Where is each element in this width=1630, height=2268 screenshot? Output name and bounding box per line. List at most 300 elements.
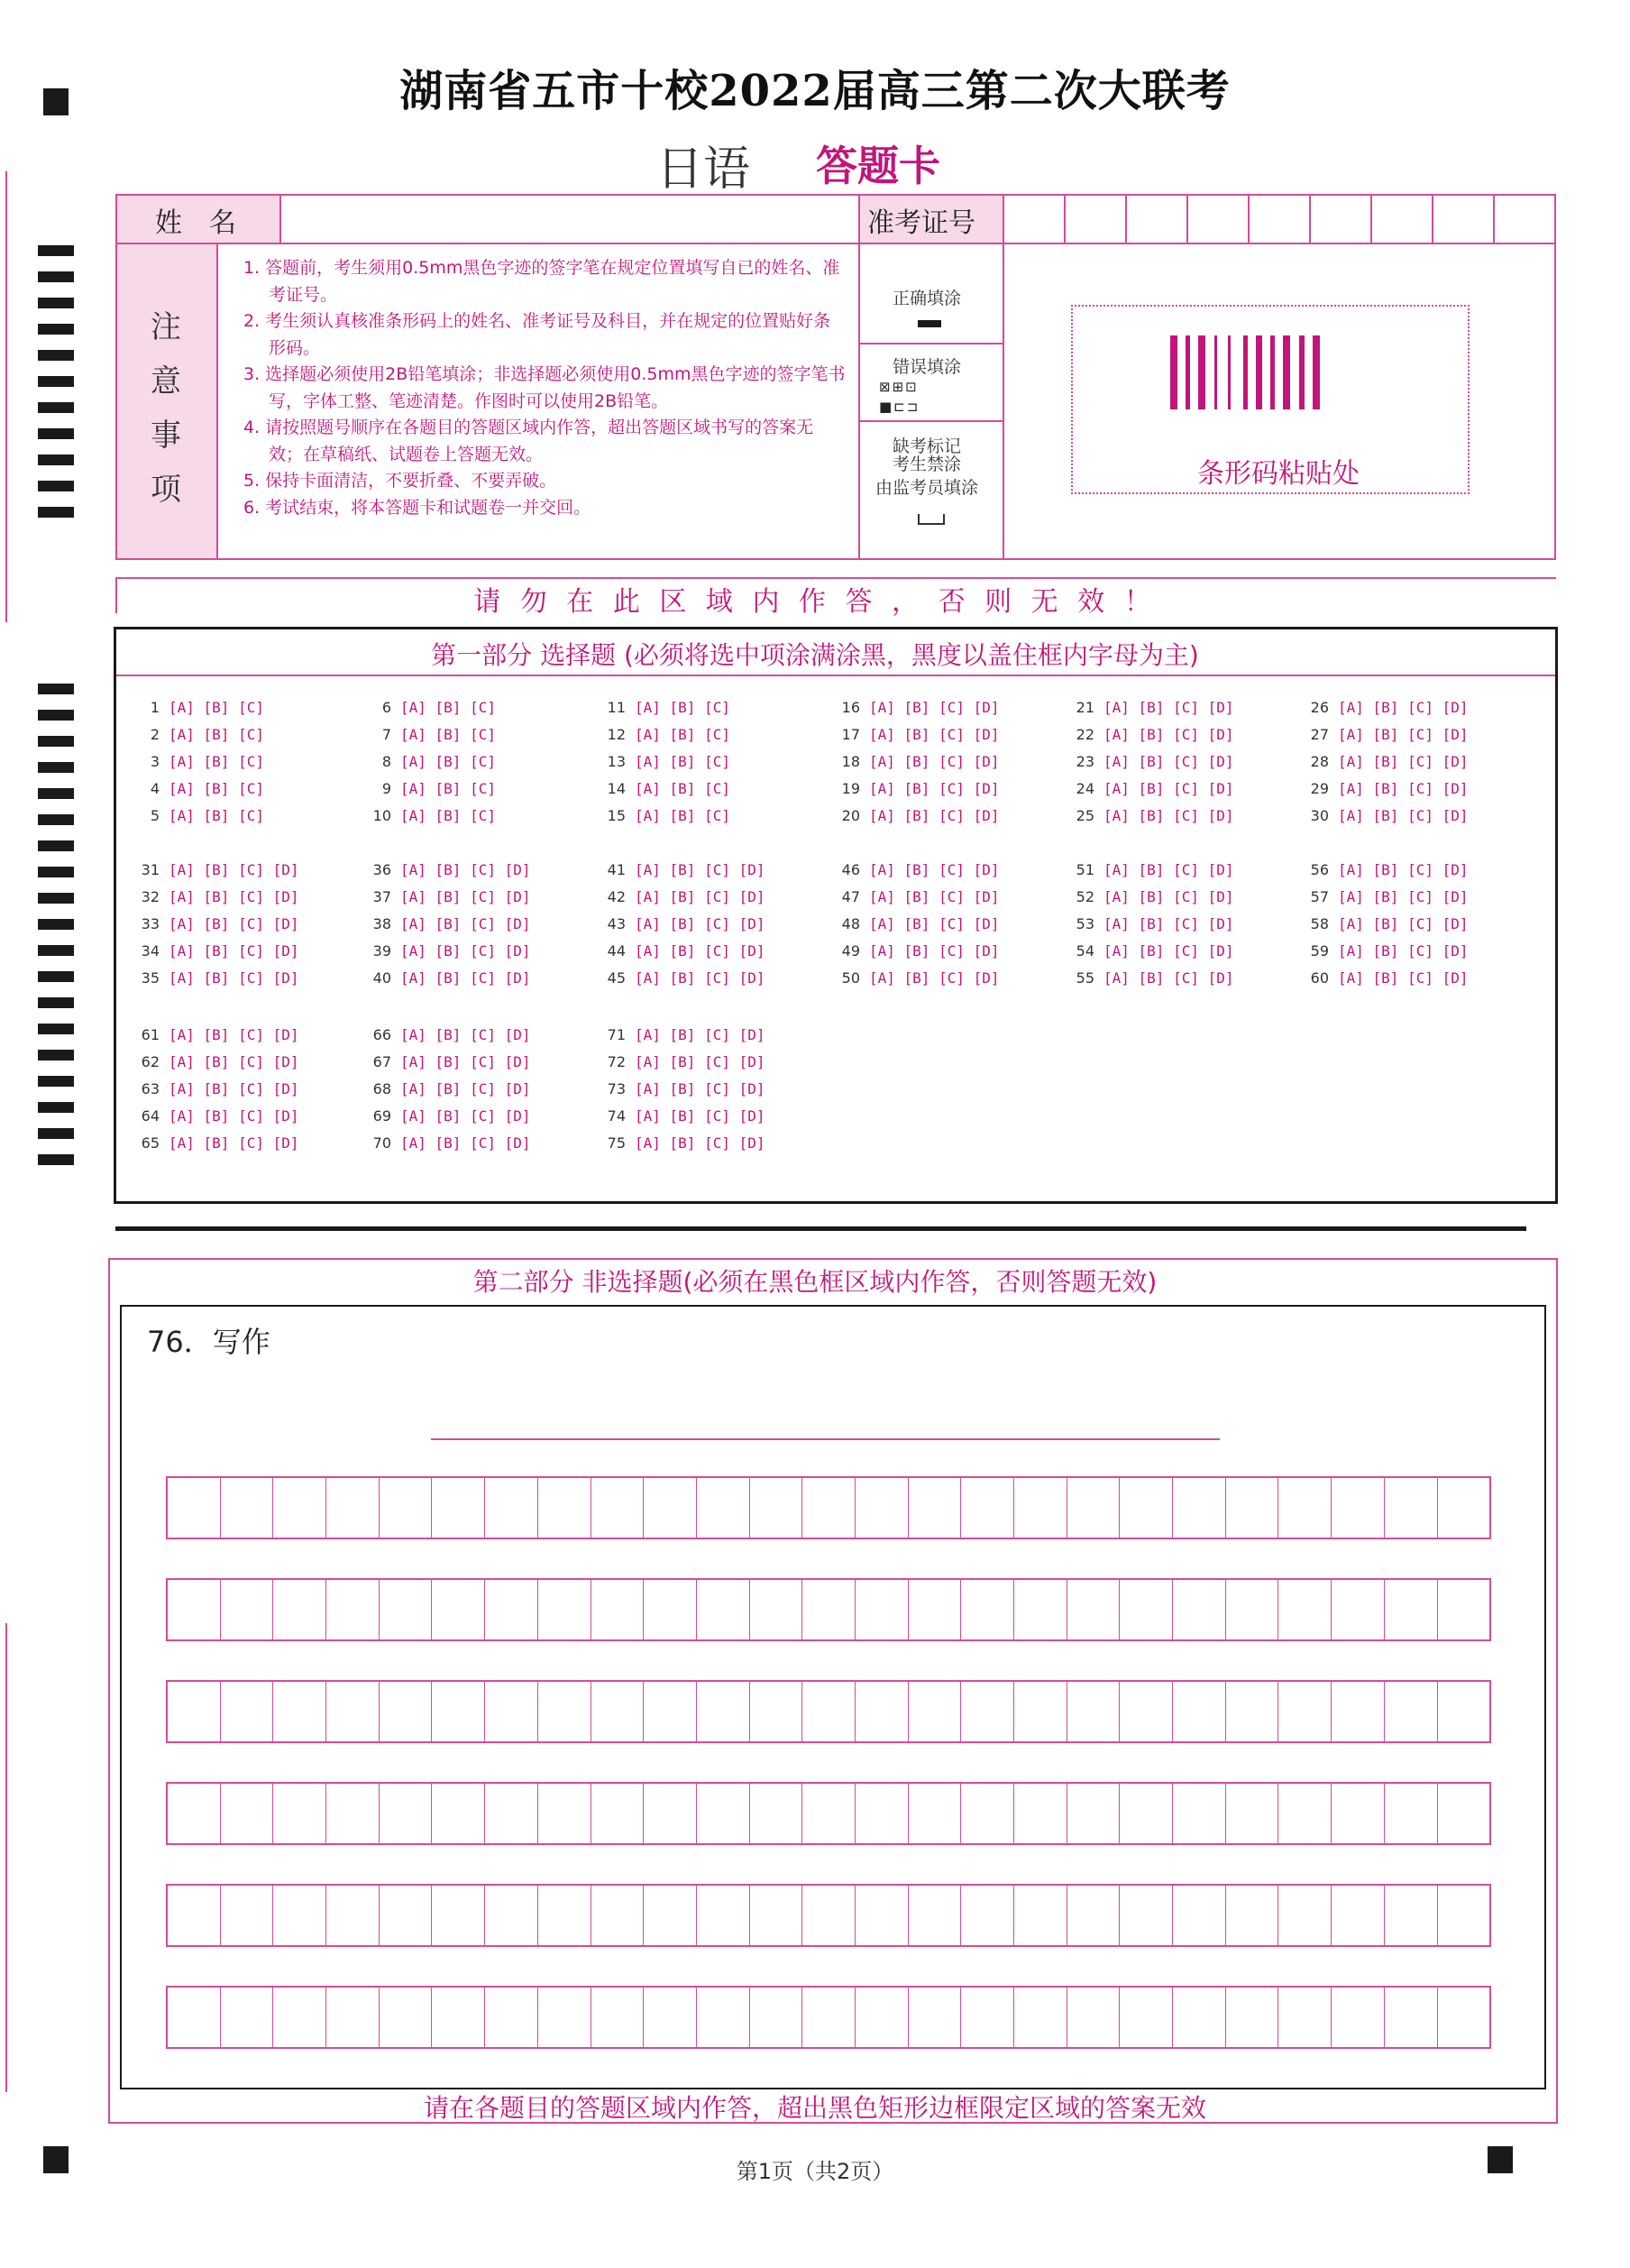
grid-cell[interactable] bbox=[697, 1886, 750, 1945]
grid-cell[interactable] bbox=[697, 1478, 750, 1538]
option-bubble-d[interactable]: [D] bbox=[1207, 807, 1234, 824]
option-bubble-a[interactable]: [A] bbox=[635, 861, 670, 878]
option-bubble-a[interactable]: [A] bbox=[169, 699, 204, 716]
option-bubble-b[interactable]: [B] bbox=[1372, 942, 1408, 960]
option-bubble-a[interactable]: [A] bbox=[869, 780, 904, 797]
option-bubble-b[interactable]: [B] bbox=[203, 1080, 239, 1097]
option-bubble-a[interactable]: [A] bbox=[635, 1026, 670, 1043]
option-bubble-d[interactable]: [D] bbox=[272, 861, 299, 878]
option-bubble-c[interactable]: [C] bbox=[939, 861, 974, 878]
option-bubble-a[interactable]: [A] bbox=[1103, 699, 1139, 716]
grid-cell[interactable] bbox=[168, 1784, 221, 1843]
choice-question[interactable] bbox=[1298, 969, 1469, 987]
option-bubble-b[interactable]: [B] bbox=[669, 780, 705, 797]
grid-cell[interactable] bbox=[1278, 1886, 1332, 1945]
grid-cell[interactable] bbox=[1014, 1988, 1067, 2047]
option-bubble-c[interactable]: [C] bbox=[470, 753, 496, 770]
option-bubble-b[interactable]: [B] bbox=[669, 969, 705, 987]
grid-cell[interactable] bbox=[538, 1784, 591, 1843]
option-bubble-c[interactable]: [C] bbox=[470, 942, 505, 960]
grid-cell[interactable] bbox=[221, 1682, 274, 1741]
choice-question[interactable] bbox=[595, 1080, 765, 1097]
option-bubble-c[interactable]: [C] bbox=[1407, 942, 1442, 960]
option-bubble-b[interactable]: [B] bbox=[435, 726, 471, 743]
choice-question[interactable] bbox=[595, 807, 730, 824]
choice-question[interactable] bbox=[129, 888, 299, 905]
option-bubble-c[interactable]: [C] bbox=[704, 753, 730, 770]
option-bubble-c[interactable]: [C] bbox=[704, 969, 739, 987]
option-bubble-d[interactable]: [D] bbox=[504, 942, 531, 960]
option-bubble-c[interactable]: [C] bbox=[470, 1026, 505, 1043]
choice-question[interactable] bbox=[129, 1134, 299, 1152]
choice-question[interactable] bbox=[361, 969, 531, 987]
choice-question[interactable] bbox=[361, 753, 496, 770]
grid-cell[interactable] bbox=[961, 1886, 1014, 1945]
option-bubble-a[interactable]: [A] bbox=[635, 807, 670, 824]
grid-cell[interactable] bbox=[802, 1682, 856, 1741]
grid-cell[interactable] bbox=[909, 1478, 962, 1538]
grid-cell[interactable] bbox=[326, 1988, 380, 2047]
option-bubble-b[interactable]: [B] bbox=[903, 861, 939, 878]
choice-question[interactable] bbox=[595, 888, 765, 905]
option-bubble-a[interactable]: [A] bbox=[169, 1134, 204, 1152]
option-bubble-b[interactable]: [B] bbox=[903, 780, 939, 797]
option-bubble-d[interactable]: [D] bbox=[973, 753, 1000, 770]
grid-cell[interactable] bbox=[644, 1784, 697, 1843]
option-bubble-d[interactable]: [D] bbox=[504, 1134, 531, 1152]
option-bubble-a[interactable]: [A] bbox=[400, 753, 435, 770]
grid-cell[interactable] bbox=[697, 1682, 750, 1741]
choice-question[interactable] bbox=[129, 699, 264, 716]
choice-question[interactable] bbox=[1064, 699, 1234, 716]
grid-cell[interactable] bbox=[856, 1784, 909, 1843]
choice-question[interactable] bbox=[829, 699, 1000, 716]
option-bubble-d[interactable]: [D] bbox=[1442, 807, 1469, 824]
grid-cell[interactable] bbox=[1332, 1478, 1385, 1538]
grid-cell[interactable] bbox=[802, 1478, 856, 1538]
choice-question[interactable] bbox=[595, 915, 765, 932]
option-bubble-b[interactable]: [B] bbox=[903, 942, 939, 960]
grid-cell[interactable] bbox=[1067, 1886, 1121, 1945]
option-bubble-a[interactable]: [A] bbox=[635, 969, 670, 987]
option-bubble-b[interactable]: [B] bbox=[1372, 969, 1408, 987]
option-bubble-c[interactable]: [C] bbox=[1407, 726, 1442, 743]
option-bubble-d[interactable]: [D] bbox=[1207, 942, 1234, 960]
option-bubble-b[interactable]: [B] bbox=[1372, 807, 1408, 824]
grid-cell[interactable] bbox=[1226, 1682, 1279, 1741]
option-bubble-d[interactable]: [D] bbox=[1442, 699, 1469, 716]
grid-cell[interactable] bbox=[1014, 1784, 1067, 1843]
option-bubble-d[interactable]: [D] bbox=[272, 1107, 299, 1125]
choice-question[interactable] bbox=[129, 861, 299, 878]
option-bubble-c[interactable]: [C] bbox=[939, 807, 974, 824]
option-bubble-d[interactable]: [D] bbox=[504, 1053, 531, 1070]
option-bubble-c[interactable]: [C] bbox=[704, 807, 730, 824]
choice-question[interactable] bbox=[361, 1134, 531, 1152]
option-bubble-d[interactable]: [D] bbox=[1442, 780, 1469, 797]
option-bubble-a[interactable]: [A] bbox=[400, 1107, 435, 1125]
grid-cell[interactable] bbox=[591, 1580, 645, 1639]
option-bubble-b[interactable]: [B] bbox=[203, 861, 239, 878]
option-bubble-a[interactable]: [A] bbox=[1103, 942, 1139, 960]
option-bubble-c[interactable]: [C] bbox=[470, 807, 496, 824]
option-bubble-a[interactable]: [A] bbox=[1338, 942, 1373, 960]
option-bubble-d[interactable]: [D] bbox=[1207, 780, 1234, 797]
option-bubble-d[interactable]: [D] bbox=[272, 942, 299, 960]
option-bubble-c[interactable]: [C] bbox=[238, 753, 264, 770]
option-bubble-c[interactable]: [C] bbox=[470, 1134, 505, 1152]
grid-cell[interactable] bbox=[538, 1988, 591, 2047]
option-bubble-c[interactable]: [C] bbox=[470, 1107, 505, 1125]
grid-cell[interactable] bbox=[909, 1580, 962, 1639]
option-bubble-a[interactable]: [A] bbox=[169, 726, 204, 743]
grid-cell[interactable] bbox=[432, 1580, 485, 1639]
option-bubble-c[interactable]: [C] bbox=[704, 780, 730, 797]
option-bubble-b[interactable]: [B] bbox=[435, 942, 471, 960]
option-bubble-c[interactable]: [C] bbox=[939, 969, 974, 987]
grid-cell[interactable] bbox=[909, 1784, 962, 1843]
choice-question[interactable] bbox=[595, 861, 765, 878]
option-bubble-b[interactable]: [B] bbox=[435, 888, 471, 905]
option-bubble-c[interactable]: [C] bbox=[1173, 807, 1208, 824]
option-bubble-d[interactable]: [D] bbox=[738, 915, 765, 932]
option-bubble-d[interactable]: [D] bbox=[1207, 915, 1234, 932]
choice-question[interactable] bbox=[361, 942, 531, 960]
grid-cell[interactable] bbox=[1332, 1988, 1385, 2047]
grid-cell[interactable] bbox=[1385, 1988, 1438, 2047]
writing-grid-row[interactable] bbox=[166, 1884, 1491, 1947]
option-bubble-d[interactable]: [D] bbox=[973, 726, 1000, 743]
option-bubble-a[interactable]: [A] bbox=[400, 780, 435, 797]
option-bubble-c[interactable]: [C] bbox=[1173, 699, 1208, 716]
option-bubble-a[interactable]: [A] bbox=[400, 969, 435, 987]
option-bubble-b[interactable]: [B] bbox=[203, 888, 239, 905]
option-bubble-c[interactable]: [C] bbox=[1173, 780, 1208, 797]
option-bubble-c[interactable]: [C] bbox=[704, 1080, 739, 1097]
option-bubble-c[interactable]: [C] bbox=[238, 861, 273, 878]
name-field[interactable] bbox=[281, 196, 858, 243]
grid-cell[interactable] bbox=[802, 1886, 856, 1945]
option-bubble-d[interactable]: [D] bbox=[738, 1134, 765, 1152]
grid-cell[interactable] bbox=[485, 1580, 538, 1639]
option-bubble-c[interactable]: [C] bbox=[238, 1107, 273, 1125]
choice-question[interactable] bbox=[1064, 726, 1234, 743]
grid-cell[interactable] bbox=[1014, 1478, 1067, 1538]
option-bubble-c[interactable]: [C] bbox=[1407, 969, 1442, 987]
option-bubble-a[interactable]: [A] bbox=[635, 1080, 670, 1097]
option-bubble-b[interactable]: [B] bbox=[203, 1026, 239, 1043]
option-bubble-b[interactable]: [B] bbox=[435, 861, 471, 878]
grid-cell[interactable] bbox=[168, 1886, 221, 1945]
grid-cell[interactable] bbox=[538, 1580, 591, 1639]
choice-question[interactable] bbox=[595, 753, 730, 770]
option-bubble-a[interactable]: [A] bbox=[635, 1134, 670, 1152]
option-bubble-d[interactable]: [D] bbox=[1442, 969, 1469, 987]
grid-cell[interactable] bbox=[697, 1988, 750, 2047]
choice-question[interactable] bbox=[829, 753, 1000, 770]
option-bubble-b[interactable]: [B] bbox=[1138, 861, 1174, 878]
option-bubble-a[interactable]: [A] bbox=[169, 969, 204, 987]
option-bubble-a[interactable]: [A] bbox=[869, 726, 904, 743]
option-bubble-d[interactable]: [D] bbox=[973, 942, 1000, 960]
grid-cell[interactable] bbox=[591, 1478, 645, 1538]
option-bubble-b[interactable]: [B] bbox=[1138, 942, 1174, 960]
grid-cell[interactable] bbox=[1120, 1784, 1173, 1843]
choice-question[interactable] bbox=[829, 915, 1000, 932]
option-bubble-b[interactable]: [B] bbox=[1372, 915, 1408, 932]
option-bubble-a[interactable]: [A] bbox=[635, 780, 670, 797]
grid-cell[interactable] bbox=[909, 1988, 962, 2047]
grid-cell[interactable] bbox=[221, 1988, 274, 2047]
option-bubble-c[interactable]: [C] bbox=[1173, 726, 1208, 743]
grid-cell[interactable] bbox=[168, 1580, 221, 1639]
choice-question[interactable] bbox=[361, 1053, 531, 1070]
option-bubble-b[interactable]: [B] bbox=[669, 888, 705, 905]
option-bubble-d[interactable]: [D] bbox=[1207, 726, 1234, 743]
option-bubble-d[interactable]: [D] bbox=[973, 969, 1000, 987]
grid-cell[interactable] bbox=[168, 1478, 221, 1538]
grid-cell[interactable] bbox=[273, 1784, 326, 1843]
option-bubble-c[interactable]: [C] bbox=[470, 780, 496, 797]
option-bubble-c[interactable]: [C] bbox=[238, 807, 264, 824]
option-bubble-c[interactable]: [C] bbox=[470, 726, 496, 743]
grid-cell[interactable] bbox=[1278, 1580, 1332, 1639]
option-bubble-b[interactable]: [B] bbox=[435, 1107, 471, 1125]
option-bubble-d[interactable]: [D] bbox=[973, 888, 1000, 905]
option-bubble-b[interactable]: [B] bbox=[669, 915, 705, 932]
option-bubble-c[interactable]: [C] bbox=[704, 888, 739, 905]
option-bubble-c[interactable]: [C] bbox=[939, 753, 974, 770]
option-bubble-a[interactable]: [A] bbox=[1103, 969, 1139, 987]
writing-grid-row[interactable] bbox=[166, 1782, 1491, 1845]
option-bubble-d[interactable]: [D] bbox=[272, 1026, 299, 1043]
grid-cell[interactable] bbox=[750, 1682, 803, 1741]
option-bubble-d[interactable]: [D] bbox=[1207, 753, 1234, 770]
choice-question[interactable] bbox=[129, 969, 299, 987]
choice-question[interactable] bbox=[595, 726, 730, 743]
option-bubble-a[interactable]: [A] bbox=[169, 1026, 204, 1043]
option-bubble-d[interactable]: [D] bbox=[504, 1026, 531, 1043]
choice-question[interactable] bbox=[361, 807, 496, 824]
option-bubble-c[interactable]: [C] bbox=[1173, 915, 1208, 932]
grid-cell[interactable] bbox=[1120, 1988, 1173, 2047]
choice-question[interactable] bbox=[361, 726, 496, 743]
option-bubble-d[interactable]: [D] bbox=[1442, 888, 1469, 905]
choice-question[interactable] bbox=[1064, 780, 1234, 797]
option-bubble-a[interactable]: [A] bbox=[869, 915, 904, 932]
option-bubble-d[interactable]: [D] bbox=[272, 888, 299, 905]
option-bubble-a[interactable]: [A] bbox=[169, 915, 204, 932]
option-bubble-c[interactable]: [C] bbox=[238, 1026, 273, 1043]
option-bubble-c[interactable]: [C] bbox=[1407, 888, 1442, 905]
option-bubble-b[interactable]: [B] bbox=[203, 969, 239, 987]
option-bubble-a[interactable]: [A] bbox=[400, 1080, 435, 1097]
option-bubble-a[interactable]: [A] bbox=[400, 1026, 435, 1043]
grid-cell[interactable] bbox=[221, 1478, 274, 1538]
option-bubble-d[interactable]: [D] bbox=[1207, 888, 1234, 905]
grid-cell[interactable] bbox=[1438, 1682, 1490, 1741]
option-bubble-b[interactable]: [B] bbox=[669, 1080, 705, 1097]
option-bubble-a[interactable]: [A] bbox=[400, 1134, 435, 1152]
grid-cell[interactable] bbox=[432, 1682, 485, 1741]
grid-cell[interactable] bbox=[1173, 1478, 1226, 1538]
option-bubble-b[interactable]: [B] bbox=[1138, 915, 1174, 932]
option-bubble-c[interactable]: [C] bbox=[704, 942, 739, 960]
option-bubble-b[interactable]: [B] bbox=[1372, 726, 1408, 743]
grid-cell[interactable] bbox=[221, 1886, 274, 1945]
option-bubble-a[interactable]: [A] bbox=[400, 1053, 435, 1070]
grid-cell[interactable] bbox=[1067, 1784, 1121, 1843]
option-bubble-a[interactable]: [A] bbox=[1103, 888, 1139, 905]
option-bubble-c[interactable]: [C] bbox=[704, 1026, 739, 1043]
grid-cell[interactable] bbox=[1385, 1580, 1438, 1639]
grid-cell[interactable] bbox=[1173, 1988, 1226, 2047]
grid-cell[interactable] bbox=[485, 1988, 538, 2047]
choice-question[interactable] bbox=[361, 699, 496, 716]
grid-cell[interactable] bbox=[802, 1784, 856, 1843]
option-bubble-b[interactable]: [B] bbox=[435, 807, 471, 824]
grid-cell[interactable] bbox=[1067, 1988, 1121, 2047]
choice-question[interactable] bbox=[129, 780, 264, 797]
choice-question[interactable] bbox=[361, 861, 531, 878]
option-bubble-a[interactable]: [A] bbox=[169, 1053, 204, 1070]
option-bubble-b[interactable]: [B] bbox=[669, 699, 705, 716]
option-bubble-c[interactable]: [C] bbox=[1173, 942, 1208, 960]
grid-cell[interactable] bbox=[1226, 1988, 1279, 2047]
grid-cell[interactable] bbox=[961, 1580, 1014, 1639]
option-bubble-a[interactable]: [A] bbox=[1338, 780, 1373, 797]
choice-question[interactable] bbox=[1064, 942, 1234, 960]
grid-cell[interactable] bbox=[1120, 1682, 1173, 1741]
option-bubble-b[interactable]: [B] bbox=[669, 807, 705, 824]
choice-question[interactable] bbox=[829, 807, 1000, 824]
grid-cell[interactable] bbox=[168, 1988, 221, 2047]
option-bubble-a[interactable]: [A] bbox=[400, 915, 435, 932]
grid-cell[interactable] bbox=[432, 1478, 485, 1538]
option-bubble-d[interactable]: [D] bbox=[504, 1107, 531, 1125]
option-bubble-c[interactable]: [C] bbox=[1407, 807, 1442, 824]
option-bubble-d[interactable]: [D] bbox=[1442, 861, 1469, 878]
grid-cell[interactable] bbox=[1173, 1784, 1226, 1843]
grid-cell[interactable] bbox=[273, 1478, 326, 1538]
option-bubble-a[interactable]: [A] bbox=[169, 780, 204, 797]
grid-cell[interactable] bbox=[644, 1886, 697, 1945]
grid-cell[interactable] bbox=[1438, 1886, 1490, 1945]
choice-question[interactable] bbox=[361, 888, 531, 905]
option-bubble-a[interactable]: [A] bbox=[635, 888, 670, 905]
option-bubble-b[interactable]: [B] bbox=[435, 1134, 471, 1152]
grid-cell[interactable] bbox=[326, 1580, 380, 1639]
option-bubble-c[interactable]: [C] bbox=[939, 888, 974, 905]
title-line[interactable] bbox=[431, 1438, 1220, 1440]
option-bubble-c[interactable]: [C] bbox=[238, 780, 264, 797]
option-bubble-a[interactable]: [A] bbox=[400, 726, 435, 743]
grid-cell[interactable] bbox=[1385, 1886, 1438, 1945]
grid-cell[interactable] bbox=[856, 1988, 909, 2047]
grid-cell[interactable] bbox=[750, 1886, 803, 1945]
grid-cell[interactable] bbox=[1067, 1478, 1121, 1538]
grid-cell[interactable] bbox=[909, 1682, 962, 1741]
option-bubble-a[interactable]: [A] bbox=[635, 726, 670, 743]
option-bubble-d[interactable]: [D] bbox=[1442, 915, 1469, 932]
option-bubble-a[interactable]: [A] bbox=[869, 699, 904, 716]
option-bubble-c[interactable]: [C] bbox=[238, 1134, 273, 1152]
choice-question[interactable] bbox=[129, 1107, 299, 1125]
option-bubble-b[interactable]: [B] bbox=[1372, 888, 1408, 905]
option-bubble-c[interactable]: [C] bbox=[470, 699, 496, 716]
choice-question[interactable] bbox=[1298, 888, 1469, 905]
option-bubble-b[interactable]: [B] bbox=[1138, 888, 1174, 905]
option-bubble-d[interactable]: [D] bbox=[1442, 753, 1469, 770]
option-bubble-b[interactable]: [B] bbox=[203, 807, 239, 824]
option-bubble-a[interactable]: [A] bbox=[169, 888, 204, 905]
option-bubble-b[interactable]: [B] bbox=[1372, 780, 1408, 797]
option-bubble-a[interactable]: [A] bbox=[169, 861, 204, 878]
grid-cell[interactable] bbox=[326, 1682, 380, 1741]
option-bubble-d[interactable]: [D] bbox=[1442, 726, 1469, 743]
choice-question[interactable] bbox=[595, 1026, 765, 1043]
option-bubble-d[interactable]: [D] bbox=[973, 699, 1000, 716]
choice-question[interactable] bbox=[361, 1080, 531, 1097]
option-bubble-d[interactable]: [D] bbox=[738, 969, 765, 987]
choice-question[interactable] bbox=[1064, 753, 1234, 770]
grid-cell[interactable] bbox=[221, 1580, 274, 1639]
option-bubble-d[interactable]: [D] bbox=[272, 1080, 299, 1097]
grid-cell[interactable] bbox=[644, 1478, 697, 1538]
grid-cell[interactable] bbox=[856, 1886, 909, 1945]
option-bubble-c[interactable]: [C] bbox=[1407, 753, 1442, 770]
option-bubble-b[interactable]: [B] bbox=[669, 942, 705, 960]
option-bubble-d[interactable]: [D] bbox=[1207, 699, 1234, 716]
option-bubble-a[interactable]: [A] bbox=[869, 942, 904, 960]
option-bubble-d[interactable]: [D] bbox=[738, 861, 765, 878]
choice-question[interactable] bbox=[1064, 807, 1234, 824]
choice-question[interactable] bbox=[829, 969, 1000, 987]
option-bubble-a[interactable]: [A] bbox=[1338, 888, 1373, 905]
option-bubble-d[interactable]: [D] bbox=[973, 807, 1000, 824]
grid-cell[interactable] bbox=[538, 1682, 591, 1741]
option-bubble-c[interactable]: [C] bbox=[470, 1080, 505, 1097]
option-bubble-a[interactable]: [A] bbox=[869, 861, 904, 878]
option-bubble-b[interactable]: [B] bbox=[669, 1107, 705, 1125]
grid-cell[interactable] bbox=[1226, 1580, 1279, 1639]
option-bubble-a[interactable]: [A] bbox=[635, 699, 670, 716]
option-bubble-a[interactable]: [A] bbox=[1103, 753, 1139, 770]
option-bubble-c[interactable]: [C] bbox=[238, 888, 273, 905]
option-bubble-d[interactable]: [D] bbox=[738, 1080, 765, 1097]
option-bubble-a[interactable]: [A] bbox=[635, 1053, 670, 1070]
grid-cell[interactable] bbox=[909, 1886, 962, 1945]
grid-cell[interactable] bbox=[326, 1886, 380, 1945]
option-bubble-d[interactable]: [D] bbox=[504, 888, 531, 905]
option-bubble-c[interactable]: [C] bbox=[470, 969, 505, 987]
option-bubble-c[interactable]: [C] bbox=[939, 942, 974, 960]
choice-question[interactable] bbox=[829, 861, 1000, 878]
option-bubble-a[interactable]: [A] bbox=[169, 942, 204, 960]
option-bubble-c[interactable]: [C] bbox=[470, 915, 505, 932]
choice-question[interactable] bbox=[361, 1026, 531, 1043]
option-bubble-a[interactable]: [A] bbox=[869, 969, 904, 987]
option-bubble-a[interactable]: [A] bbox=[869, 888, 904, 905]
choice-question[interactable] bbox=[129, 915, 299, 932]
option-bubble-d[interactable]: [D] bbox=[738, 1053, 765, 1070]
grid-cell[interactable] bbox=[1332, 1784, 1385, 1843]
grid-cell[interactable] bbox=[1226, 1784, 1279, 1843]
grid-cell[interactable] bbox=[1120, 1478, 1173, 1538]
option-bubble-c[interactable]: [C] bbox=[1407, 699, 1442, 716]
grid-cell[interactable] bbox=[380, 1784, 433, 1843]
grid-cell[interactable] bbox=[1438, 1478, 1490, 1538]
